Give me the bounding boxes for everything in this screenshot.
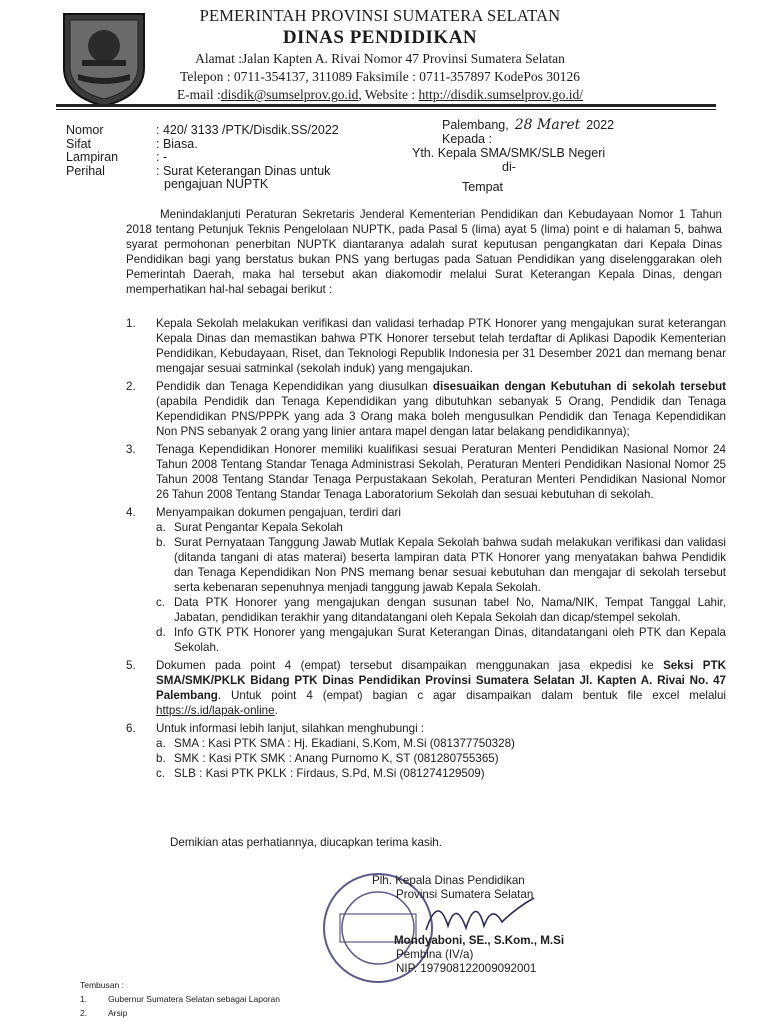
email-label: E-mail : <box>176 87 221 102</box>
points-list <box>126 316 726 781</box>
date-handwritten: 28 Maret <box>514 117 581 133</box>
recipient-block <box>412 118 614 194</box>
signer-agency: Provinsi Sumatera Selatan <box>396 888 534 901</box>
letterhead-divider-thin <box>56 109 716 110</box>
perihal-value: : Surat Keterangan Dinas untuk <box>156 163 331 178</box>
provincial-emblem-icon <box>58 8 150 108</box>
letterhead-agency: DINAS PENDIDIKAN <box>282 27 478 48</box>
letterhead-government: PEMERINTAH PROVINSI SUMATERA SELATAN <box>199 6 561 25</box>
sub-item: c. Data PTK Honorer yang mengajukan dengan susunan tabel No, Nama/NIK, Tempat Tanggal Lahir, Jabatan, pendidikan terakhir yang ditandatangani oleh Kepala Sekolah dan dicap/stempel sekolah. <box>156 596 726 624</box>
website-label: , Website : <box>358 87 419 102</box>
signer-nip: NIP. 197908122009092001 <box>396 962 537 975</box>
letterhead <box>160 6 600 104</box>
intro-paragraph <box>126 207 722 297</box>
sub-item: a. Surat Pengantar Kepala Sekolah <box>156 521 343 534</box>
lampiran-value: : - <box>156 150 168 164</box>
sifat-value: : Biasa. <box>156 136 198 151</box>
letterhead-address: Alamat :Jalan Kapten A. Rivai Nomor 47 Provinsi Sumatera Selatan <box>195 51 565 66</box>
list-item: 6. Untuk informasi lebih lanjut, silahkan menghubungi : <box>126 722 425 735</box>
tembusan-item: 1. Gubernur Sumatera Selatan sebagai Laporan <box>80 994 281 1004</box>
kepada-label: Kepada : <box>442 132 493 146</box>
letter-meta <box>66 124 404 192</box>
sub-item: b. Surat Pernyataan Tanggung Jawab Mutlak Kepala Sekolah bahwa sudah melakukan verifikasi dan validasi (ditanda tangani di atas materai) beserta lampiran data PTK Honorer yang menyatakan bahwa Pendidik dan Tenaga Kependidikan Non PNS memang benar sesuai kebutuhan dan mengajar di sekolah tersebut serta kebenaran sepenuhnya menjadi tanggung jawab Kepala Sekolah. <box>156 536 726 594</box>
tembusan-block <box>80 978 280 1020</box>
recipient-name: Yth. Kepala SMA/SMK/SLB Negeri <box>412 146 606 160</box>
intro-text: Menindaklanjuti Peraturan Sekretaris Jenderal Kementerian Pendidikan dan Kebudayaan Nomor 1 Tahun 2018 tentang Petunjuk Teknis Pengelolaan NUPTK, pada Pasal 5 (lima) ayat 5 (lima) point e di halaman 5, bahwa syarat permohonan penerbitan NUPTK diantaranya adalah surat keputusan pengangkatan dari Kepala Dinas Pendidikan bagi yang berstatus bukan PNS yang bertugas pada Satuan Pendidikan yang diselenggarakan oleh Pemerintah Daerah, maka hal tersebut akan diakomodir melalui Surat Keterangan Kepala Dinas, dengan memperhatikan hal-hal sebagai berikut : <box>126 208 722 296</box>
contact-item: b. SMK : Kasi PTK SMK : Anang Purnomo K, ST (081280755365) <box>156 752 499 765</box>
sub-item: d. Info GTK PTK Honorer yang mengajukan Surat Keterangan Dinas, ditandatangani oleh PTK dan Kepala Sekolah. <box>156 626 726 654</box>
list-item: 1. Kepala Sekolah melakukan verifikasi dan validasi terhadap PTK Honorer yang mengajukan surat keterangan Kepala Dinas dan memastikan bahwa PTK Honorer tersebut telah terdaftar di Aplikasi Dapodik Kementerian Pendidikan, Kebudayaan, Riset, dan Teknologi Republik Indonesia per 31 Desember 2021 dan memang benar mengajar sesuai satminkal (sekolah induk) yang mengajukan. <box>126 317 726 375</box>
contact-item: c. SLB : Kasi PTK PKLK : Firdaus, S.Pd, M.Si (081274129509) <box>156 767 485 780</box>
contact-list <box>126 736 726 781</box>
list-item: 5. Dokumen pada point 4 (empat) tersebut disampaikan menggunakan jasa ekpedisi ke Seksi PTK SMA/SMK/PKLK Bidang PTK Dinas Pendidikan Provinsi Sumatera Selatan Jl. Kapten A. Rivai No. 47 Palembang. Untuk point 4 (empat) bagian c agar disampaikan dalam bentuk file excel melalui https://s.id/lapak-online. <box>126 659 726 717</box>
lampiran-label: Lampiran <box>66 150 119 164</box>
closing-sentence: Demikian atas perhatiannya, diucapkan terima kasih. <box>170 836 442 849</box>
nomor-label: Nomor <box>66 123 104 137</box>
signer-name: Mondyaboni, SE., S.Kom., M.Si <box>394 934 565 947</box>
recipient-place: Tempat <box>462 180 503 194</box>
date-year: 2022 <box>586 118 615 132</box>
nomor-value: : 420/ 3133 /PTK/Disdik.SS/2022 <box>156 123 339 137</box>
list-item: 2. Pendidik dan Tenaga Kependidikan yang diusulkan disesuaikan dengan Kebutuhan di sekolah tersebut (apabila Pendidik dan Tenaga Kependidikan yang dibutuhkan sebanyak 5 Orang, Pendidik dan Tenaga Kependidikan PNS/PPPK yang ada 3 Orang maka boleh mengusulkan Pendidik dan Tenaga Kependidikan Non PNS sebanyak 2 orang yang linier antara mapel dengan latar belakang pendidikannya); <box>126 380 727 438</box>
list-item: 4. Menyampaikan dokumen pengajuan, terdiri dari <box>126 506 401 519</box>
perihal-label: Perihal <box>66 163 105 178</box>
list-item: 3. Tenaga Kependidikan Honorer memiliki kualifikasi sesuai Peraturan Menteri Pendidikan Nasional Nomor 24 Tahun 2008 Tentang Standar Tenaga Administrasi Sekolah, Peraturan Menteri Pendidikan Nasional Nomor 25 Tahun 2008 Tentang Standar Tenaga Perpustakaan Sekolah, Peraturan Menteri Pendidikan Nasional Nomor 26 Tahun 2008 Tentang Standar Tenaga Laboratorium Sekolah dan sesuai kebutuhan di sekolah. <box>126 443 726 501</box>
letterhead-divider-thick <box>56 104 716 107</box>
letterhead-phone: Telepon : 0711-354137, 311089 Faksimile : 0711-357897 KodePos 30126 <box>180 69 580 84</box>
tembusan-title: Tembusan : <box>80 980 124 990</box>
recipient-di: di- <box>502 160 516 174</box>
email-link[interactable]: disdik@sumselprov.go.id <box>220 87 359 102</box>
letterhead-contact <box>160 86 600 104</box>
sifat-label: Sifat <box>66 136 92 151</box>
lapak-online-link[interactable]: https://s.id/lapak-online <box>156 704 275 717</box>
letter-date <box>442 118 614 132</box>
sub-list <box>126 520 726 655</box>
signature-block <box>372 874 564 976</box>
tembusan-item: 2. Arsip <box>80 1008 128 1018</box>
signer-position: Plh. Kepala Dinas Pendidikan <box>372 874 525 887</box>
date-place: Palembang, <box>442 118 509 132</box>
website-link[interactable]: http://disdik.sumselprov.go.id/ <box>418 87 584 102</box>
signer-rank: Pembina (IV/a) <box>396 948 474 961</box>
contact-item: a. SMA : Kasi PTK SMA : Hj. Ekadiani, S.Kom, M.Si (081377750328) <box>156 737 515 750</box>
perihal-value-cont: pengajuan NUPTK <box>164 177 269 191</box>
